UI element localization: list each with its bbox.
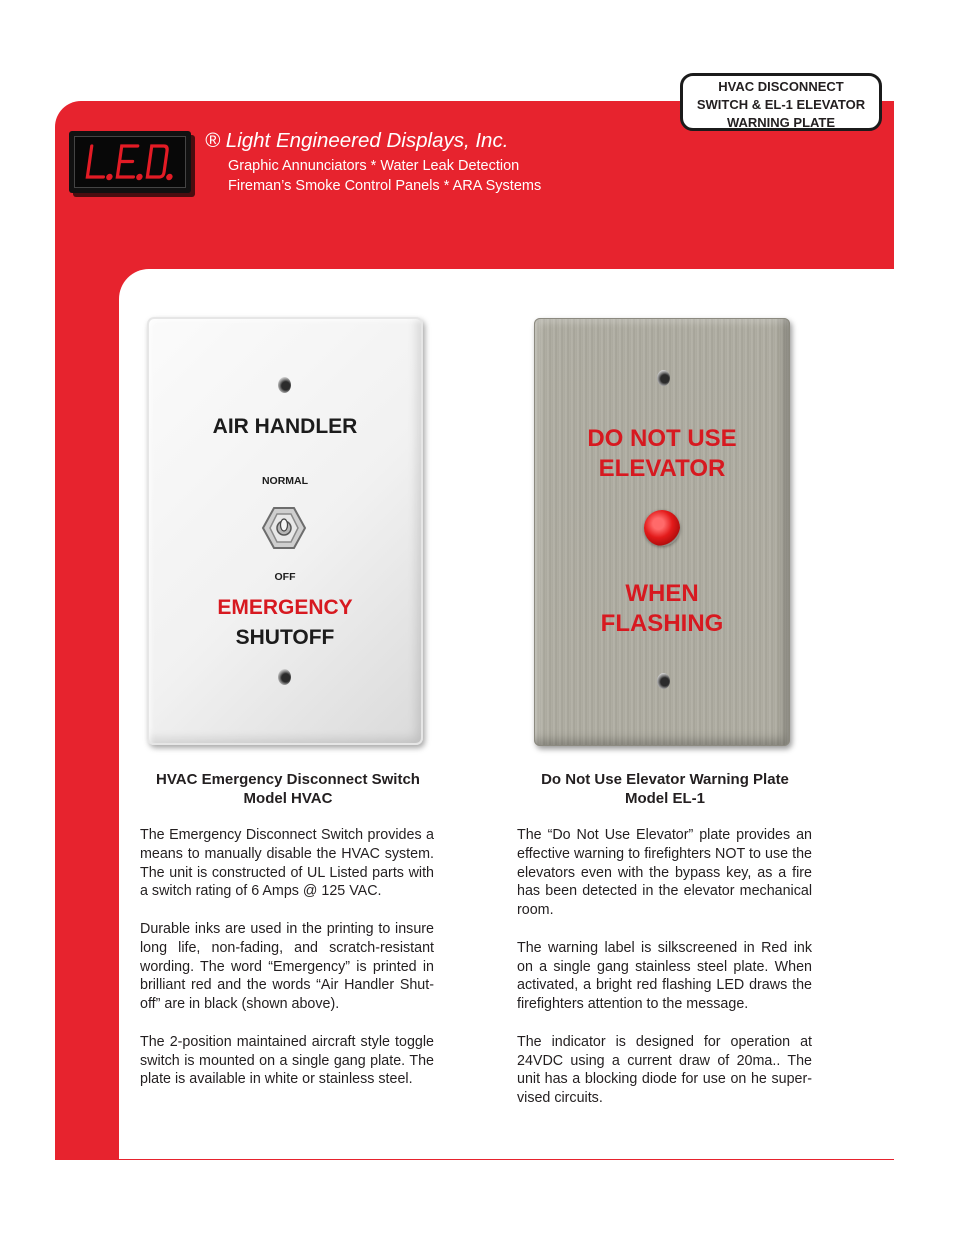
el1-paragraph: The indicator is designed for operation at 24VDC using a current draw of 20ma.. The unit has a blocking diode for use on he super-vised circuits. (517, 1033, 812, 1107)
plate-when-label: WHEN (625, 580, 699, 607)
red-led-indicator-icon (644, 510, 680, 546)
screw-icon (657, 370, 670, 386)
led-logo (69, 131, 191, 193)
hvac-paragraph: Durable inks are used in the printing to insure long life, non-fading, and scratch-resistant wording. The word “Emergency” is printed in brilliant red and the words “Air Handler Shut-off” are in black (shown above). (140, 920, 434, 1013)
plate-flashing-label: FLASHING (600, 610, 724, 637)
hvac-caption-title: HVAC Emergency Disconnect Switch (156, 771, 420, 788)
company-products-line-1: Graphic Annunciators * Water Leak Detection (228, 158, 520, 174)
product-tag-line: WARNING PLATE (726, 115, 836, 130)
product-tag-line: SWITCH & EL-1 ELEVATOR (696, 97, 866, 112)
hvac-paragraph: The Emergency Disconnect Switch provides a means to manually disable the HVAC system. The unit is constructed of UL Listed parts with a switch rating of 6 Amps @ 125 VAC. (140, 827, 434, 900)
product-tag (680, 73, 882, 131)
el1-caption-model: Model EL-1 (624, 790, 705, 807)
hvac-paragraph: The 2-position maintained aircraft style toggle switch is mounted on a single gang plate. The plate is available in white or stainless steel. (140, 1033, 434, 1088)
plate-air-handler-label: AIR HANDLER (212, 415, 358, 438)
hvac-caption-model: Model HVAC (243, 790, 333, 807)
el1-warning-plate-image (534, 318, 790, 746)
el1-caption-title: Do Not Use Elevator Warning Plate (541, 771, 789, 788)
hvac-caption (138, 770, 438, 808)
led-logo-glyphs (75, 137, 185, 187)
el1-paragraph: The “Do Not Use Elevator” plate provides an effective warning to firefighters NOT to use the elevators even with the bypass key, as a fire has been detected in the elevator mechanical room. (517, 827, 812, 919)
plate-elevator-label: ELEVATOR (598, 455, 726, 482)
el1-description (517, 826, 812, 1127)
plate-normal-label: NORMAL (261, 475, 309, 487)
company-name: ® Light Engineered Displays, Inc. (205, 129, 509, 152)
hvac-description (140, 826, 434, 1108)
screw-icon (278, 669, 291, 685)
screw-icon (278, 377, 291, 393)
plate-emergency-label: EMERGENCY (217, 596, 353, 619)
plate-do-not-use-label: DO NOT USE (587, 425, 737, 452)
toggle-switch-icon (261, 505, 307, 551)
screw-icon (657, 673, 670, 689)
plate-shutoff-label: SHUTOFF (235, 626, 335, 649)
hvac-switch-plate-image (147, 317, 423, 745)
product-tag-line: HVAC DISCONNECT (718, 79, 844, 94)
el1-paragraph: The warning label is silkscreened in Red ink on a single gang stainless steel plate. When activated, a bright red flashing LED draws the firefighters attention to the message. (517, 939, 812, 1013)
el1-caption (513, 770, 817, 808)
company-products-line-2: Fireman’s Smoke Control Panels * ARA Systems (228, 178, 542, 194)
plate-off-label: OFF (274, 571, 296, 583)
